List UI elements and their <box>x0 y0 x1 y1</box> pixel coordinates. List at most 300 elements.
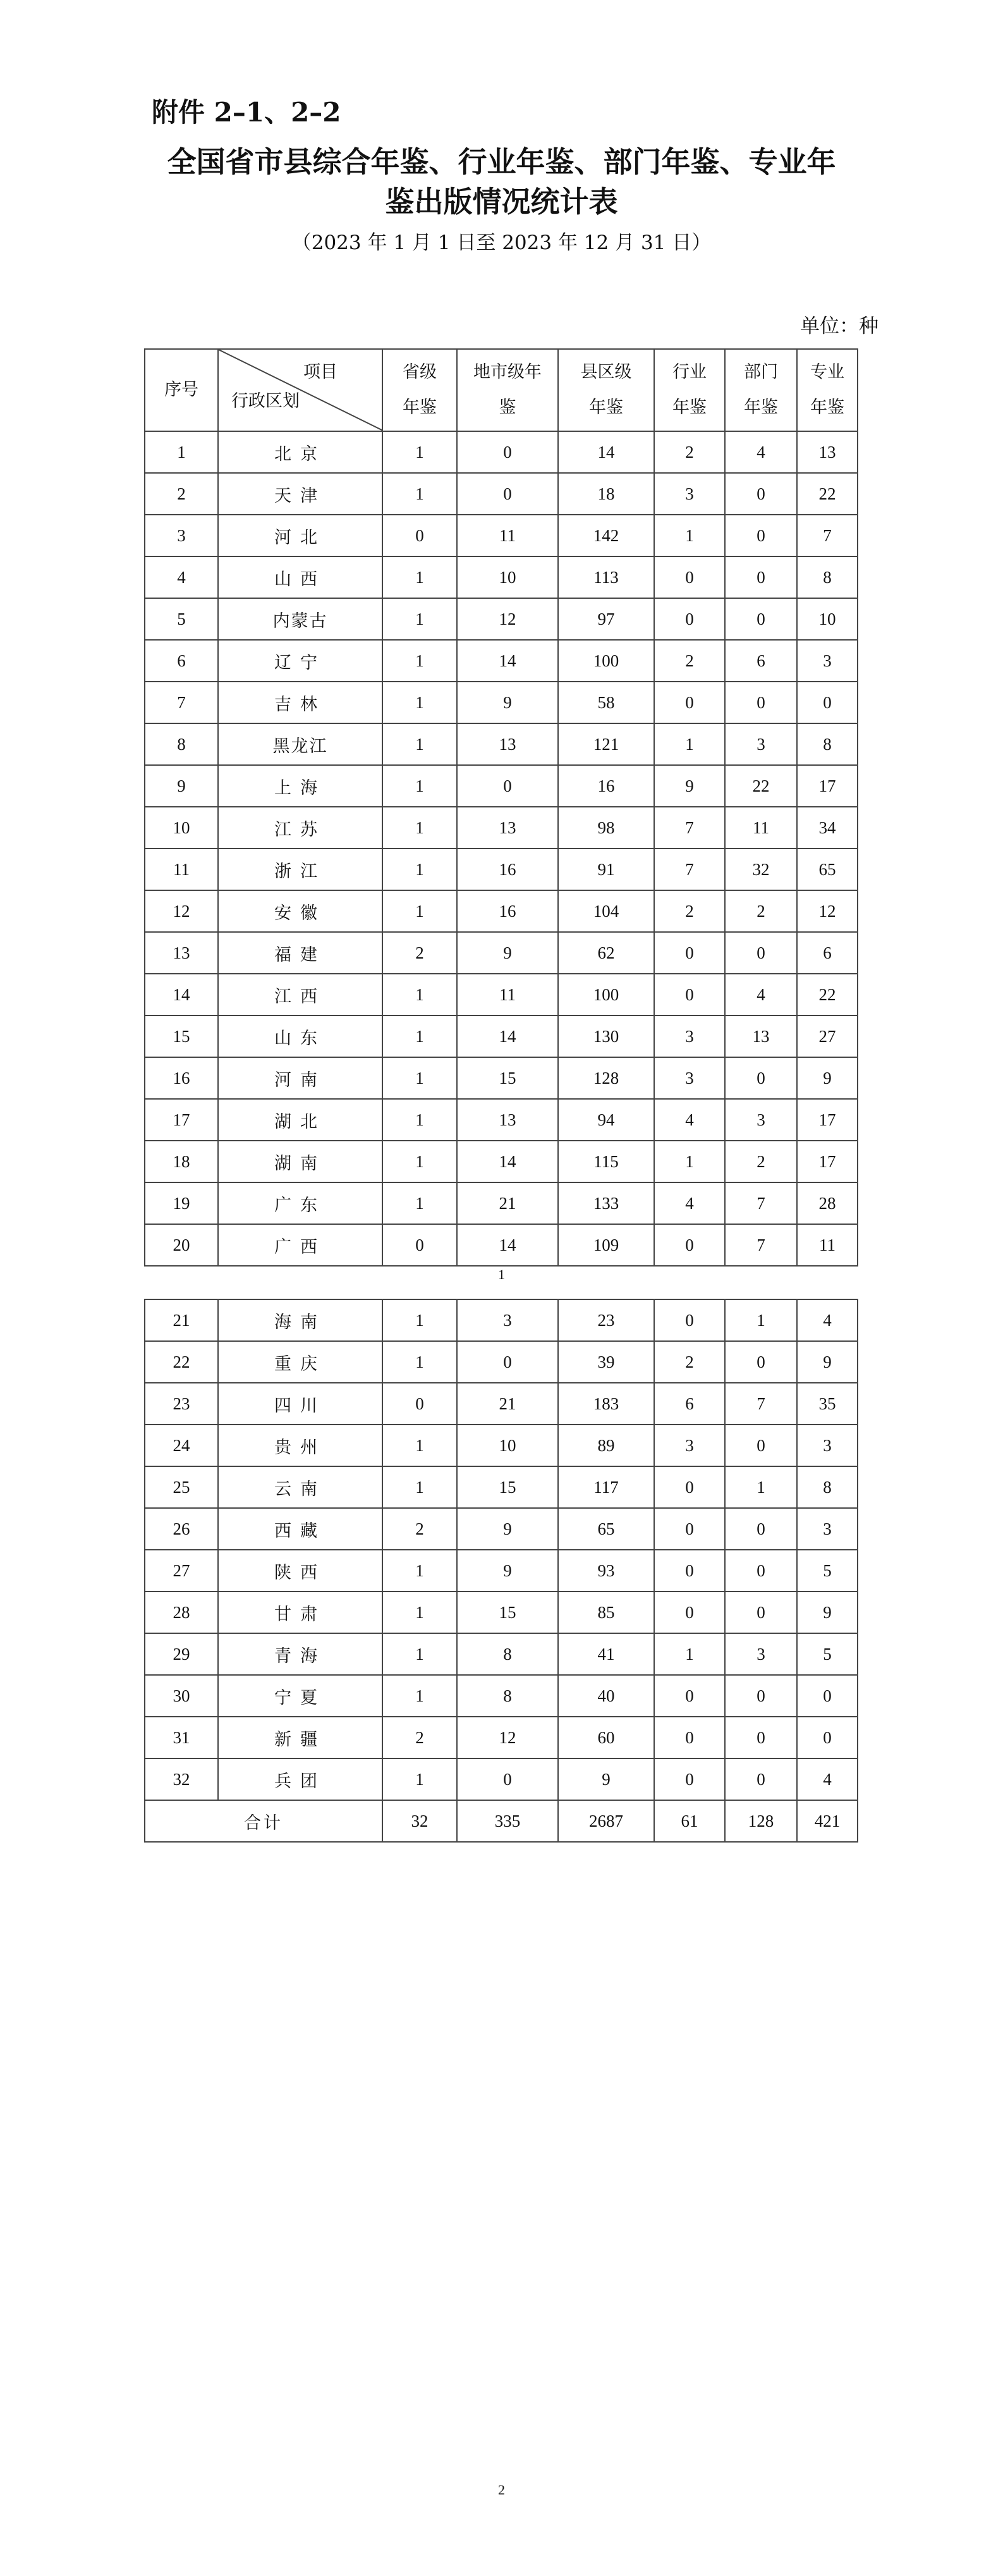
table-row <box>145 1182 858 1224</box>
row-value: 6 <box>797 932 858 974</box>
row-region: 山东 <box>218 1015 382 1057</box>
row-value: 0 <box>725 682 797 723</box>
date-range: （2023 年 1 月 1 日至 2023 年 12 月 31 日） <box>291 231 712 254</box>
row-value: 7 <box>725 1383 797 1425</box>
row-value: 91 <box>558 849 654 890</box>
row-value: 15 <box>457 1466 558 1508</box>
row-value: 0 <box>725 1425 797 1466</box>
table-row <box>145 1550 858 1592</box>
row-seq: 8 <box>145 723 218 765</box>
table-row <box>145 1508 858 1550</box>
row-value: 3 <box>725 1633 797 1675</box>
row-value: 17 <box>797 1099 858 1141</box>
row-value: 41 <box>558 1633 654 1675</box>
header-item: 项目 <box>303 362 337 382</box>
row-region: 吉林 <box>218 682 382 723</box>
row-region: 云南 <box>218 1466 382 1508</box>
row-value: 1 <box>382 1425 457 1466</box>
row-value: 1 <box>654 1633 725 1675</box>
row-value: 0 <box>457 431 558 473</box>
row-value: 17 <box>797 765 858 807</box>
row-value: 3 <box>654 473 725 515</box>
row-value: 62 <box>558 932 654 974</box>
total-value: 128 <box>725 1800 797 1842</box>
table-row <box>145 1383 858 1425</box>
row-value: 104 <box>558 890 654 932</box>
total-row <box>145 1800 858 1842</box>
row-value: 13 <box>797 431 858 473</box>
row-value: 0 <box>654 598 725 640</box>
row-value: 9 <box>457 1550 558 1592</box>
row-value: 0 <box>654 1299 725 1341</box>
row-value: 35 <box>797 1383 858 1425</box>
table-row <box>145 598 858 640</box>
row-value: 0 <box>654 974 725 1015</box>
row-region: 陕西 <box>218 1550 382 1592</box>
row-value: 0 <box>654 1224 725 1266</box>
row-value: 6 <box>725 640 797 682</box>
row-region: 兵团 <box>218 1758 382 1800</box>
row-value: 121 <box>558 723 654 765</box>
row-value: 0 <box>725 556 797 598</box>
table-row <box>145 1592 858 1633</box>
unit-label: 单位：种 <box>800 315 878 338</box>
row-seq: 15 <box>145 1015 218 1057</box>
row-value: 0 <box>457 765 558 807</box>
row-value: 1 <box>382 1466 457 1508</box>
row-value: 3 <box>725 723 797 765</box>
row-seq: 20 <box>145 1224 218 1266</box>
row-region: 上海 <box>218 765 382 807</box>
row-region: 海南 <box>218 1299 382 1341</box>
row-value: 0 <box>654 1508 725 1550</box>
row-value: 4 <box>725 431 797 473</box>
row-seq: 30 <box>145 1675 218 1717</box>
row-value: 16 <box>457 849 558 890</box>
row-value: 115 <box>558 1141 654 1182</box>
row-value: 0 <box>725 1341 797 1383</box>
row-value: 1 <box>382 640 457 682</box>
table-row <box>145 1099 858 1141</box>
row-region: 江苏 <box>218 807 382 849</box>
row-seq: 11 <box>145 849 218 890</box>
header-industry: 行业 年鉴 <box>654 349 725 431</box>
row-value: 0 <box>654 932 725 974</box>
row-value: 2 <box>382 932 457 974</box>
row-value: 9 <box>558 1758 654 1800</box>
row-value: 2 <box>725 1141 797 1182</box>
row-value: 39 <box>558 1341 654 1383</box>
row-value: 15 <box>457 1592 558 1633</box>
row-value: 22 <box>797 974 858 1015</box>
row-region: 青海 <box>218 1633 382 1675</box>
row-value: 1 <box>725 1466 797 1508</box>
row-value: 8 <box>457 1675 558 1717</box>
row-value: 9 <box>457 1508 558 1550</box>
header-region: 行政区划 <box>231 391 300 411</box>
row-value: 7 <box>654 807 725 849</box>
page-number: 2 <box>498 2482 505 2498</box>
row-region: 黑龙江 <box>218 723 382 765</box>
table-row <box>145 431 858 473</box>
row-value: 0 <box>725 1550 797 1592</box>
table-row <box>145 1633 858 1675</box>
row-seq: 22 <box>145 1341 218 1383</box>
row-value: 11 <box>457 974 558 1015</box>
title-line-2: 鉴出版情况统计表 <box>385 185 618 219</box>
row-value: 85 <box>558 1592 654 1633</box>
row-value: 0 <box>654 682 725 723</box>
row-value: 3 <box>797 1508 858 1550</box>
row-value: 0 <box>654 556 725 598</box>
row-value: 2 <box>382 1508 457 1550</box>
row-value: 8 <box>797 723 858 765</box>
row-value: 1 <box>382 682 457 723</box>
row-value: 58 <box>558 682 654 723</box>
title-line-1: 全国省市县综合年鉴、行业年鉴、部门年鉴、专业年 <box>167 145 836 179</box>
row-value: 9 <box>797 1341 858 1383</box>
row-value: 1 <box>382 765 457 807</box>
row-region: 山西 <box>218 556 382 598</box>
row-value: 0 <box>457 473 558 515</box>
table-row <box>145 1758 858 1800</box>
table-row <box>145 932 858 974</box>
table-row <box>145 1057 858 1099</box>
table-row <box>145 1717 858 1758</box>
row-value: 0 <box>725 1057 797 1099</box>
row-value: 3 <box>797 1425 858 1466</box>
row-value: 1 <box>382 1141 457 1182</box>
row-seq: 26 <box>145 1508 218 1550</box>
row-value: 9 <box>457 932 558 974</box>
table-row <box>145 640 858 682</box>
row-value: 21 <box>457 1383 558 1425</box>
row-value: 3 <box>457 1299 558 1341</box>
row-value: 3 <box>654 1057 725 1099</box>
table-header-row <box>145 349 858 431</box>
header-department: 部门 年鉴 <box>725 349 797 431</box>
row-value: 7 <box>654 849 725 890</box>
row-value: 0 <box>797 1675 858 1717</box>
row-value: 109 <box>558 1224 654 1266</box>
row-value: 9 <box>797 1592 858 1633</box>
table-row <box>145 1341 858 1383</box>
row-value: 11 <box>797 1224 858 1266</box>
row-value: 9 <box>654 765 725 807</box>
row-value: 1 <box>382 723 457 765</box>
row-value: 13 <box>457 723 558 765</box>
row-region: 福建 <box>218 932 382 974</box>
row-value: 16 <box>558 765 654 807</box>
row-seq: 3 <box>145 515 218 556</box>
row-seq: 9 <box>145 765 218 807</box>
row-value: 14 <box>457 640 558 682</box>
row-value: 0 <box>382 1224 457 1266</box>
row-value: 21 <box>457 1182 558 1224</box>
row-seq: 12 <box>145 890 218 932</box>
row-value: 60 <box>558 1717 654 1758</box>
row-value: 97 <box>558 598 654 640</box>
row-seq: 21 <box>145 1299 218 1341</box>
table-row <box>145 1425 858 1466</box>
row-value: 32 <box>725 849 797 890</box>
row-value: 3 <box>797 640 858 682</box>
row-value: 1 <box>382 1015 457 1057</box>
table-row <box>145 1015 858 1057</box>
row-value: 1 <box>382 1758 457 1800</box>
row-value: 6 <box>654 1383 725 1425</box>
row-seq: 19 <box>145 1182 218 1224</box>
row-value: 0 <box>725 598 797 640</box>
row-value: 65 <box>558 1508 654 1550</box>
row-value: 4 <box>797 1299 858 1341</box>
row-region: 新疆 <box>218 1717 382 1758</box>
row-value: 1 <box>382 807 457 849</box>
header-seq: 序号 <box>145 349 218 431</box>
row-value: 1 <box>382 556 457 598</box>
total-value: 2687 <box>558 1800 654 1842</box>
row-value: 0 <box>382 1383 457 1425</box>
row-value: 1 <box>654 515 725 556</box>
row-value: 128 <box>558 1057 654 1099</box>
table-row <box>145 1675 858 1717</box>
row-seq: 14 <box>145 974 218 1015</box>
row-value: 1 <box>382 1182 457 1224</box>
row-value: 133 <box>558 1182 654 1224</box>
row-value: 0 <box>725 515 797 556</box>
row-region: 辽宁 <box>218 640 382 682</box>
row-value: 94 <box>558 1099 654 1141</box>
row-value: 3 <box>654 1425 725 1466</box>
row-region: 河南 <box>218 1057 382 1099</box>
row-value: 65 <box>797 849 858 890</box>
table-row <box>145 556 858 598</box>
row-region: 江西 <box>218 974 382 1015</box>
row-value: 142 <box>558 515 654 556</box>
row-seq: 16 <box>145 1057 218 1099</box>
row-value: 2 <box>654 890 725 932</box>
row-value: 113 <box>558 556 654 598</box>
table-row <box>145 1224 858 1266</box>
row-value: 4 <box>725 974 797 1015</box>
row-seq: 4 <box>145 556 218 598</box>
row-value: 7 <box>797 515 858 556</box>
row-region: 宁夏 <box>218 1675 382 1717</box>
row-value: 7 <box>725 1182 797 1224</box>
row-region: 重庆 <box>218 1341 382 1383</box>
row-region: 安徽 <box>218 890 382 932</box>
row-value: 14 <box>457 1015 558 1057</box>
row-value: 1 <box>382 974 457 1015</box>
row-region: 内蒙古 <box>218 598 382 640</box>
row-value: 5 <box>797 1633 858 1675</box>
row-seq: 24 <box>145 1425 218 1466</box>
table-row <box>145 723 858 765</box>
total-label: 合计 <box>145 1800 382 1842</box>
row-seq: 32 <box>145 1758 218 1800</box>
row-value: 0 <box>457 1341 558 1383</box>
row-region: 西藏 <box>218 1508 382 1550</box>
row-value: 0 <box>654 1592 725 1633</box>
row-seq: 5 <box>145 598 218 640</box>
row-value: 0 <box>725 473 797 515</box>
row-value: 1 <box>382 890 457 932</box>
row-value: 2 <box>725 890 797 932</box>
row-value: 22 <box>725 765 797 807</box>
table-row <box>145 1141 858 1182</box>
row-value: 5 <box>797 1550 858 1592</box>
header-provincial: 省级 年鉴 <box>382 349 457 431</box>
row-value: 117 <box>558 1466 654 1508</box>
row-value: 14 <box>457 1141 558 1182</box>
row-value: 0 <box>457 1758 558 1800</box>
row-seq: 1 <box>145 431 218 473</box>
row-value: 1 <box>382 1057 457 1099</box>
row-region: 广西 <box>218 1224 382 1266</box>
row-value: 1 <box>382 1099 457 1141</box>
total-value: 61 <box>654 1800 725 1842</box>
row-value: 7 <box>725 1224 797 1266</box>
row-value: 17 <box>797 1141 858 1182</box>
row-value: 4 <box>654 1182 725 1224</box>
row-region: 四川 <box>218 1383 382 1425</box>
row-value: 8 <box>797 1466 858 1508</box>
attachment-label: 附件 2–1、2–2 <box>152 97 341 128</box>
row-value: 0 <box>725 1675 797 1717</box>
row-value: 40 <box>558 1675 654 1717</box>
row-value: 1 <box>654 723 725 765</box>
row-value: 0 <box>797 1717 858 1758</box>
total-value: 421 <box>797 1800 858 1842</box>
row-seq: 7 <box>145 682 218 723</box>
row-value: 0 <box>725 1717 797 1758</box>
table-row <box>145 890 858 932</box>
row-value: 100 <box>558 640 654 682</box>
row-value: 13 <box>457 807 558 849</box>
row-value: 0 <box>725 1592 797 1633</box>
row-value: 10 <box>457 1425 558 1466</box>
row-value: 1 <box>382 849 457 890</box>
row-seq: 13 <box>145 932 218 974</box>
total-value: 335 <box>457 1800 558 1842</box>
row-region: 湖南 <box>218 1141 382 1182</box>
row-value: 3 <box>725 1099 797 1141</box>
row-value: 89 <box>558 1425 654 1466</box>
row-value: 2 <box>382 1717 457 1758</box>
row-value: 18 <box>558 473 654 515</box>
row-value: 0 <box>654 1675 725 1717</box>
row-value: 23 <box>558 1299 654 1341</box>
yearbook-stats-table-page1 <box>144 348 858 1267</box>
row-value: 12 <box>797 890 858 932</box>
row-value: 13 <box>457 1099 558 1141</box>
row-value: 14 <box>558 431 654 473</box>
row-region: 贵州 <box>218 1425 382 1466</box>
row-seq: 23 <box>145 1383 218 1425</box>
total-value: 32 <box>382 1800 457 1842</box>
row-seq: 27 <box>145 1550 218 1592</box>
row-region: 湖北 <box>218 1099 382 1141</box>
row-value: 1 <box>382 1675 457 1717</box>
row-value: 1 <box>382 598 457 640</box>
row-value: 0 <box>654 1758 725 1800</box>
row-region: 天津 <box>218 473 382 515</box>
row-value: 1 <box>382 473 457 515</box>
row-value: 9 <box>797 1057 858 1099</box>
row-value: 100 <box>558 974 654 1015</box>
row-value: 11 <box>725 807 797 849</box>
row-value: 11 <box>457 515 558 556</box>
row-value: 16 <box>457 890 558 932</box>
row-value: 28 <box>797 1182 858 1224</box>
row-value: 0 <box>725 1508 797 1550</box>
header-prefecture: 地市级年 鉴 <box>457 349 558 431</box>
row-value: 8 <box>457 1633 558 1675</box>
row-value: 12 <box>457 598 558 640</box>
row-value: 1 <box>654 1141 725 1182</box>
row-value: 10 <box>797 598 858 640</box>
row-value: 130 <box>558 1015 654 1057</box>
table-row <box>145 807 858 849</box>
header-specialty: 专业 年鉴 <box>797 349 858 431</box>
table-row <box>145 1299 858 1341</box>
row-seq: 6 <box>145 640 218 682</box>
row-value: 1 <box>382 1592 457 1633</box>
row-value: 1 <box>725 1299 797 1341</box>
row-value: 0 <box>654 1717 725 1758</box>
table-row <box>145 765 858 807</box>
row-value: 4 <box>654 1099 725 1141</box>
row-value: 3 <box>654 1015 725 1057</box>
row-value: 2 <box>654 1341 725 1383</box>
row-value: 13 <box>725 1015 797 1057</box>
row-value: 4 <box>797 1758 858 1800</box>
row-value: 98 <box>558 807 654 849</box>
table-row <box>145 1466 858 1508</box>
row-value: 1 <box>382 1341 457 1383</box>
row-region: 广东 <box>218 1182 382 1224</box>
row-value: 1 <box>382 431 457 473</box>
row-value: 1 <box>382 1550 457 1592</box>
row-value: 0 <box>797 682 858 723</box>
row-value: 34 <box>797 807 858 849</box>
row-value: 27 <box>797 1015 858 1057</box>
row-seq: 17 <box>145 1099 218 1141</box>
table-row <box>145 974 858 1015</box>
row-value: 0 <box>725 1758 797 1800</box>
row-value: 0 <box>654 1466 725 1508</box>
row-seq: 28 <box>145 1592 218 1633</box>
row-value: 14 <box>457 1224 558 1266</box>
row-value: 8 <box>797 556 858 598</box>
row-value: 93 <box>558 1550 654 1592</box>
row-value: 22 <box>797 473 858 515</box>
row-region: 河北 <box>218 515 382 556</box>
row-value: 9 <box>457 682 558 723</box>
row-value: 2 <box>654 431 725 473</box>
row-value: 0 <box>654 1550 725 1592</box>
yearbook-stats-table-page2 <box>144 1299 858 1843</box>
header-county: 县区级 年鉴 <box>558 349 654 431</box>
row-value: 183 <box>558 1383 654 1425</box>
header-diagonal-cell <box>218 349 382 431</box>
row-seq: 25 <box>145 1466 218 1508</box>
table-row <box>145 473 858 515</box>
row-value: 0 <box>725 932 797 974</box>
table-row <box>145 682 858 723</box>
row-region: 甘肃 <box>218 1592 382 1633</box>
row-seq: 10 <box>145 807 218 849</box>
